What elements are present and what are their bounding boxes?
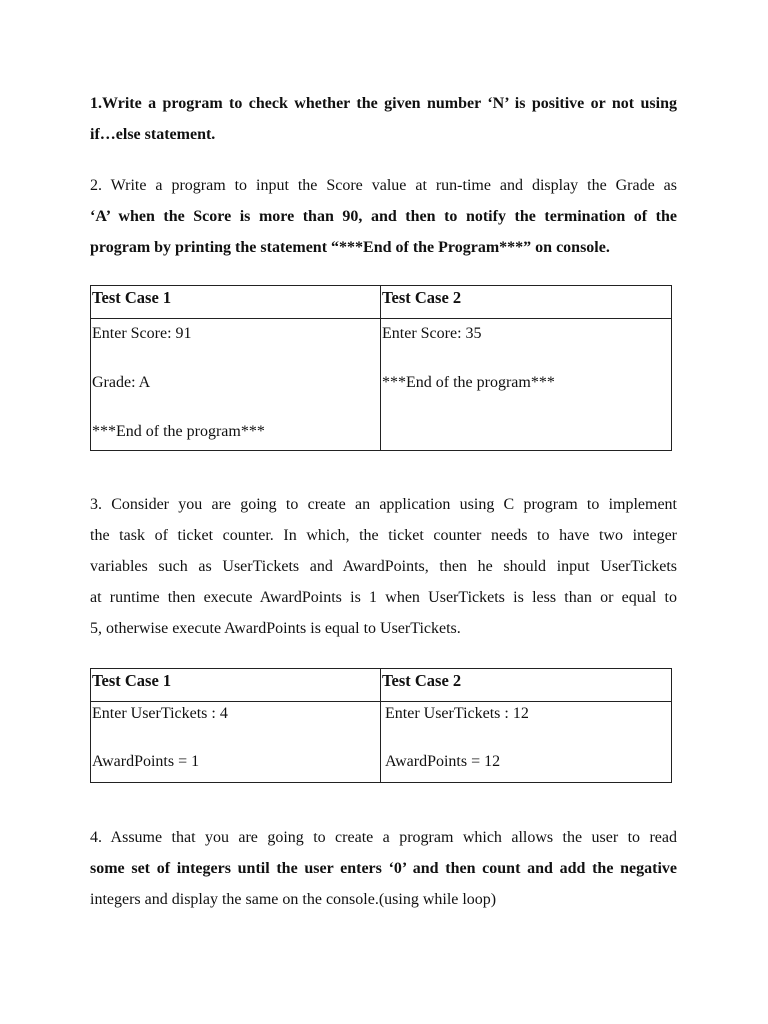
question-3 xyxy=(90,489,677,644)
question-4-line-3: integers and display the same on the console.(using while loop) xyxy=(90,891,497,908)
cell-line: AwardPoints = 1 xyxy=(92,753,200,770)
table-row xyxy=(91,319,672,451)
question-2-line-2: ‘A’ when the Score is more than 90, and then to notify the termination of the xyxy=(90,208,677,225)
table-header-row xyxy=(91,669,672,702)
test-case-table-1 xyxy=(90,285,672,451)
cell-line: Grade: A xyxy=(92,374,151,391)
question-4-line-2: some set of integers until the user enters ‘0’ and then count and add the negative xyxy=(90,860,677,877)
table-header-cell: Test Case 1 xyxy=(91,669,381,702)
question-3-line-5: 5, otherwise execute AwardPoints is equal to UserTickets. xyxy=(90,620,461,637)
question-3-line-3: variables such as UserTickets and AwardPoints, then he should input UserTickets xyxy=(90,558,677,575)
table-header-cell: Test Case 1 xyxy=(91,286,381,319)
cell-line: AwardPoints = 12 xyxy=(385,753,501,770)
question-2-line-3: program by printing the statement “***End of the Program***” on console. xyxy=(90,239,610,256)
test-case-table-2 xyxy=(90,668,672,783)
question-4-line-1: 4. Assume that you are going to create a program which allows the user to read xyxy=(90,829,677,846)
table-cell xyxy=(91,319,381,451)
table-cell xyxy=(381,702,672,783)
question-3-line-1: 3. Consider you are going to create an application using C program to implement xyxy=(90,496,677,513)
table-header-row xyxy=(91,286,672,319)
table-header-cell: Test Case 2 xyxy=(381,669,672,702)
cell-line: ***End of the program*** xyxy=(92,423,265,440)
question-1-line-1: 1.Write a program to check whether the given number ‘N’ is positive or not using xyxy=(90,95,677,112)
question-2 xyxy=(90,170,677,263)
question-3-line-4: at runtime then execute AwardPoints is 1 when UserTickets is less than or equal to xyxy=(90,589,677,606)
question-3-line-2: the task of ticket counter. In which, the ticket counter needs to have two integer xyxy=(90,527,677,544)
table-row xyxy=(91,702,672,783)
question-4 xyxy=(90,822,677,915)
question-1-line-2: if…else statement. xyxy=(90,126,216,143)
table-cell xyxy=(91,702,381,783)
cell-line: Enter UserTickets : 12 xyxy=(385,705,529,722)
table-cell xyxy=(381,319,672,451)
question-1 xyxy=(90,88,677,150)
cell-line: ***End of the program*** xyxy=(382,374,555,391)
question-2-line-1: 2. Write a program to input the Score value at run-time and display the Grade as xyxy=(90,177,677,194)
cell-line: Enter Score: 35 xyxy=(382,325,482,342)
cell-line: Enter Score: 91 xyxy=(92,325,192,342)
table-header-cell: Test Case 2 xyxy=(381,286,672,319)
cell-line: Enter UserTickets : 4 xyxy=(92,705,228,722)
